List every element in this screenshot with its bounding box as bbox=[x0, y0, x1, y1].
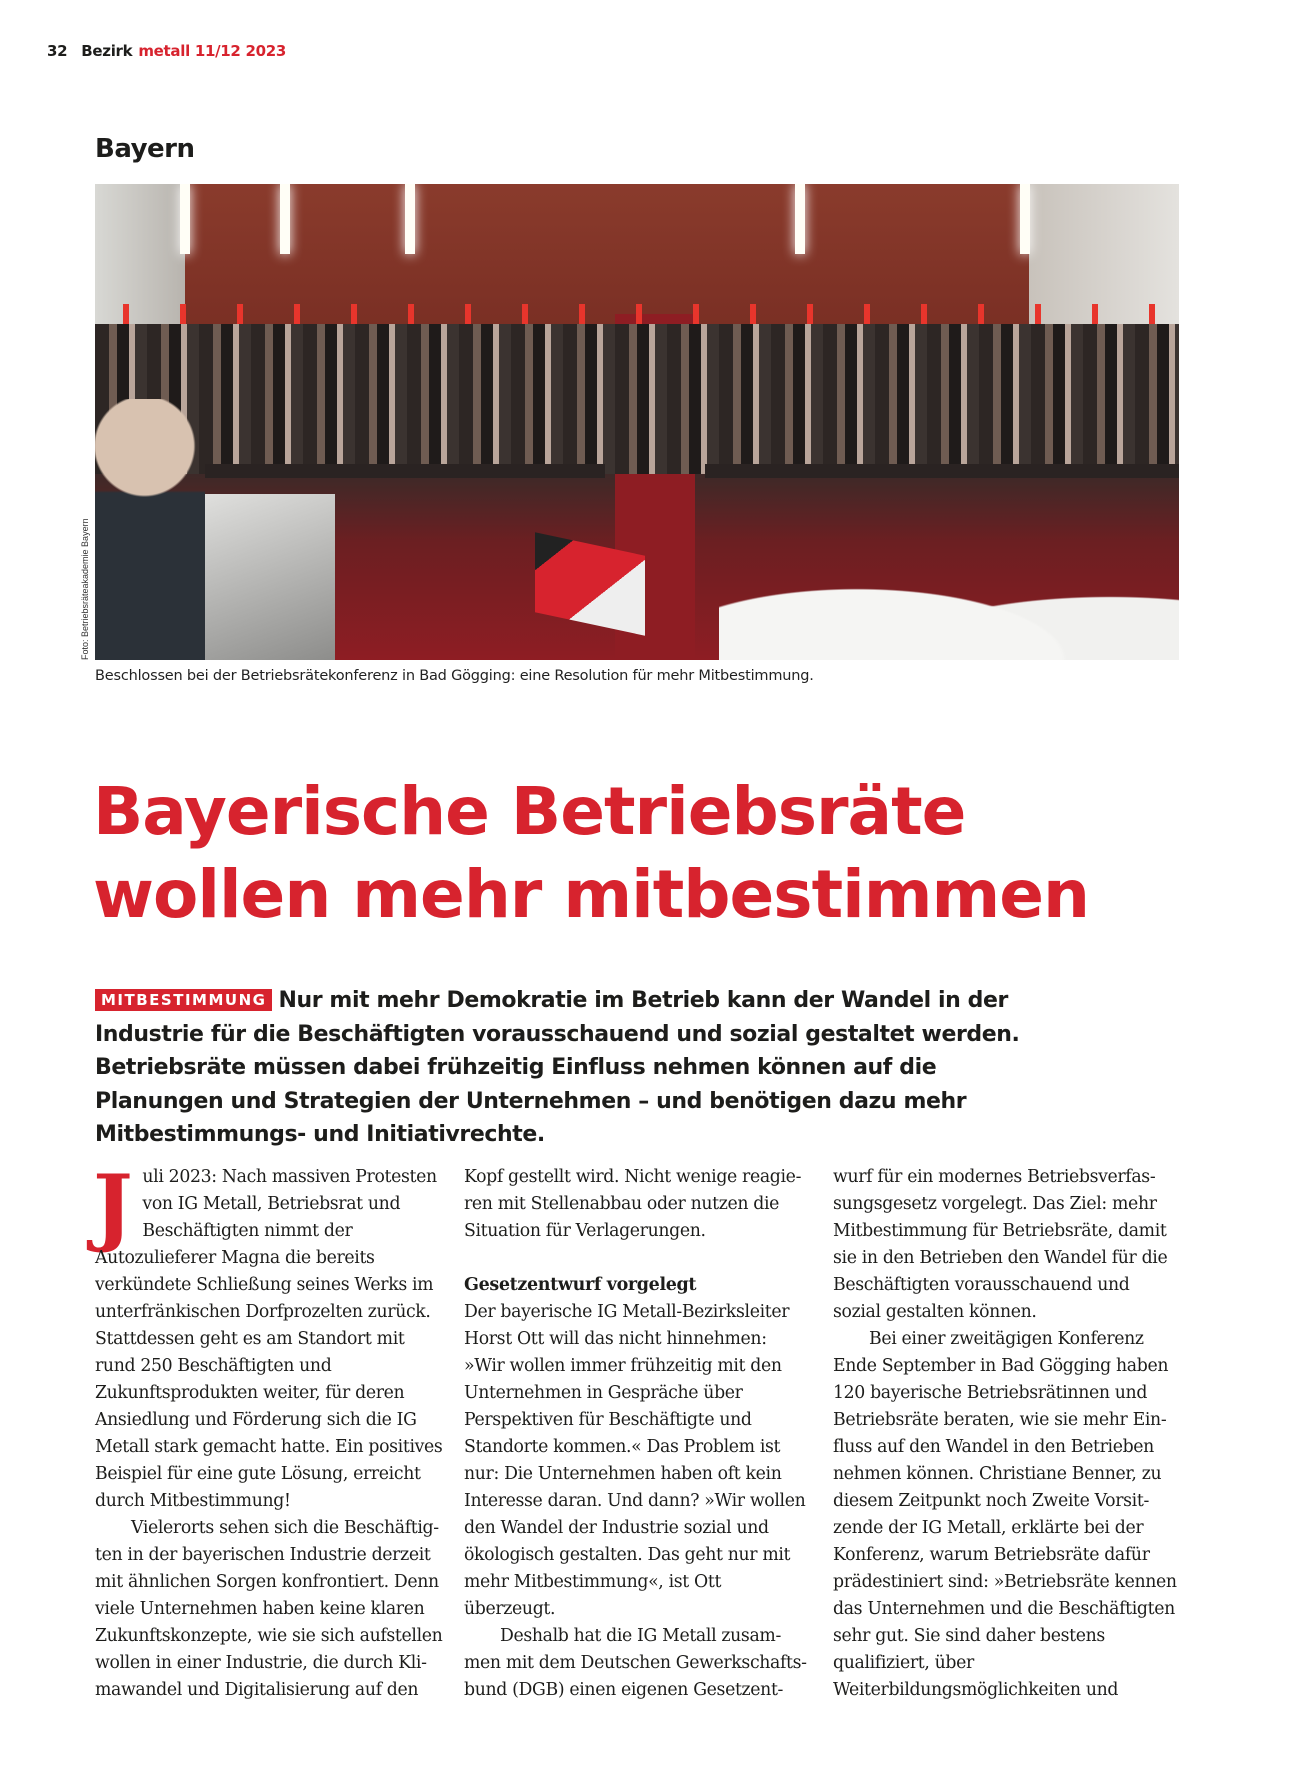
lead-text: Nur mit mehr Demokratie im Betrieb kann der Wandel in der Industrie für die Beschäftigten vorausschauend und sozial gestaltet werden. Betriebsräte müssen dabei frühzeitig Einfluss nehmen können auf die Planungen und Strategien der Unternehmen – und benötigen dazu mehr Mitbestimmungs- und Initiativrechte. bbox=[95, 988, 1020, 1147]
column-3 bbox=[833, 1164, 1181, 1704]
lead-paragraph bbox=[95, 984, 1055, 1152]
body-paragraph: Der bayerische IG Metall-Bezirksleiter Horst Ott will das nicht hinnehmen: »Wir wollen immer frühzeitig mit den Unternehmen in Gespräche über Perspektiven für Beschäftigte und Standorte kommen.« Das Problem ist nur: Die Unternehmen haben oft kein Interesse daran. Und dann? »Wir wollen den Wandel der Industrie sozial und ökologisch gestalten. Das geht nur mit mehr Mitbestimmung«, ist Ott überzeugt. bbox=[464, 1302, 806, 1619]
body-paragraph: Deshalb hat die IG Metall zusammen mit dem Deutschen Gewerkschaftsbund (DGB) einen eigenen Gesetzent- bbox=[464, 1626, 808, 1700]
body-paragraph: Kopf gestellt wird. Nicht wenige reagieren mit Stellenabbau oder nutzen die Situation für Verlagerungen. bbox=[464, 1167, 802, 1241]
paragraph-text: uli 2023: Nach massiven Protesten von IG Metall, Betriebsrat und Beschäftigten nimmt der Autozulieferer Magna die bereits verkündete Schließung seines Werks im unterfränkischen Dorfprozelten zurück. Stattdessen geht es am Standort mit rund 250 Beschäftigten und Zukunftsprodukten weiter, für deren Ansiedlung und Förderung sich die IG Metall stark gemacht hatte. Ein positives Beispiel für eine gute Lösung, erreicht durch Mitbestimmung! bbox=[95, 1167, 443, 1511]
drop-cap: J bbox=[93, 1156, 133, 1255]
column-2 bbox=[464, 1164, 812, 1704]
subheading: Gesetzentwurf vorgelegt bbox=[464, 1275, 697, 1295]
headline bbox=[93, 770, 1089, 936]
column-1 bbox=[93, 1156, 443, 1704]
photo-caption: Beschlossen bei der Betriebsrätekonferenz in Bad Gögging: eine Resolution für mehr Mitbestimmung. bbox=[95, 668, 814, 684]
body-paragraph: Bei einer zweitägigen Konferenz Ende September in Bad Gögging haben 120 bayerische Betriebsrätinnen und Betriebsräte beraten, wie sie mehr Einfluss auf den Wandel in den Betrieben nehmen können. Christiane Benner, zu diesem Zeitpunkt noch Zweite Vorsitzende der IG Metall, erklärte bei der Konferenz, warum Betriebsräte dafür prädestiniert sind: »Betriebsräte kennen das Unternehmen und die Beschäftigten sehr gut. Sie sind daher bestens qualifiziert, über Weiterbildungsmöglichkeiten und bbox=[833, 1329, 1177, 1700]
running-header bbox=[47, 42, 286, 60]
body-paragraph: wurf für ein modernes Betriebsverfassungsgesetz vorgelegt. Das Ziel: mehr Mitbestimmung für Betriebsräte, damit sie in den Betrieben den Wandel für die Beschäftigten vorausschauend und sozial gestalten können. bbox=[833, 1167, 1168, 1322]
body-paragraph bbox=[93, 1156, 443, 1515]
body-paragraph: Vielerorts sehen sich die Beschäftigten in der bayerischen Industrie derzeit mit ähnlichen Sorgen konfrontiert. Denn viele Unternehmen haben keine klaren Zukunftskonzepte, wie sie sich aufstellen wollen in einer Industrie, die durch Klimawandel und Digitalisierung auf den bbox=[95, 1518, 443, 1700]
headline-line: wollen mehr mitbestimmen bbox=[93, 856, 1090, 933]
issue-label: metall 11/12 2023 bbox=[138, 42, 287, 60]
conference-photo bbox=[95, 184, 1179, 660]
headline-line: Bayerische Betriebsräte bbox=[93, 773, 966, 850]
photo-credit: Foto: Betriebsräteakademie Bayern bbox=[80, 518, 90, 660]
region-heading: Bayern bbox=[95, 134, 195, 164]
page-number: 32 bbox=[47, 42, 68, 60]
topic-tag: MITBESTIMMUNG bbox=[95, 989, 272, 1011]
section-label: Bezirk bbox=[81, 42, 133, 60]
